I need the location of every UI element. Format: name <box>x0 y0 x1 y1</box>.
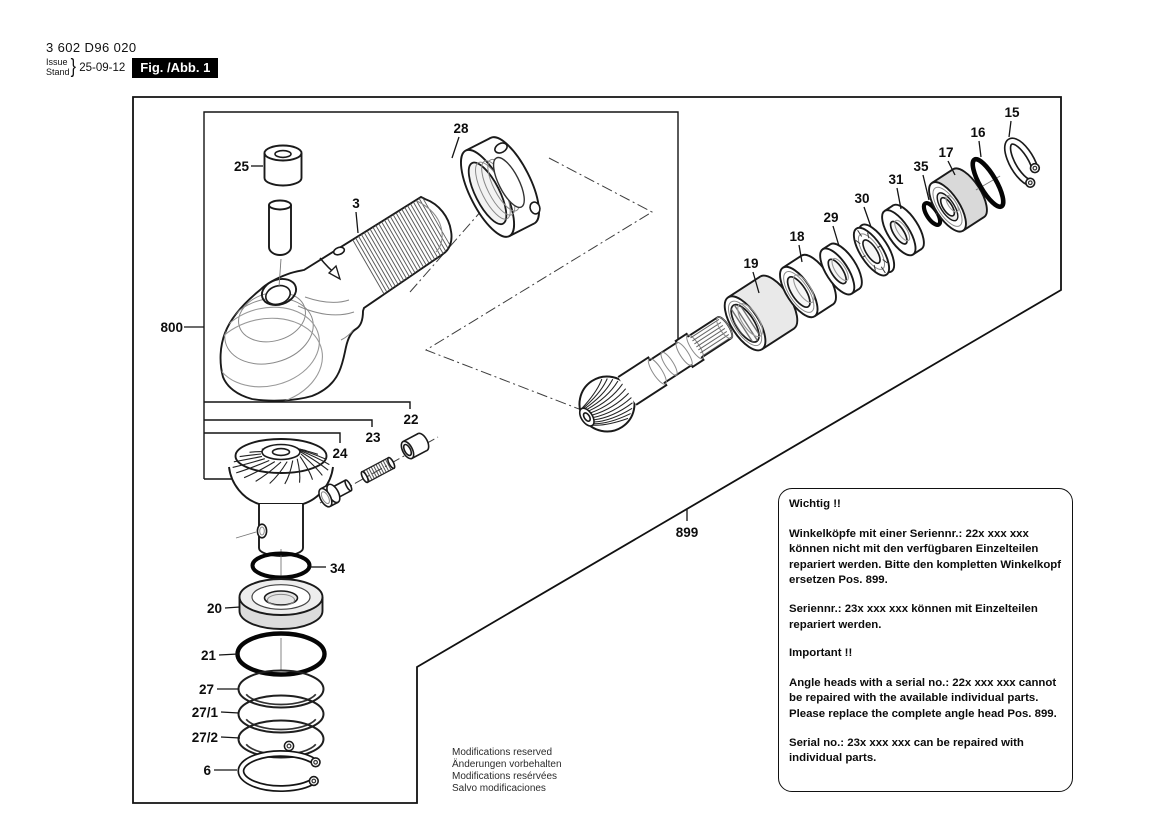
callout-25: 25 <box>233 159 249 174</box>
note-body-de-2: Seriennr.: 23x xxx xxx können mit Einzelteilen repariert werden. <box>789 602 1038 631</box>
modifications-line-en: Modifications reserved <box>452 747 553 758</box>
callout-6: 6 <box>203 763 211 778</box>
modifications-note <box>452 747 562 795</box>
callout-3: 3 <box>352 196 360 211</box>
callout-27-1: 27/1 <box>191 705 218 720</box>
issue-date: 25-09-12 <box>79 61 126 74</box>
callout-24: 24 <box>332 446 348 461</box>
title-block <box>46 40 218 79</box>
threaded-pin-23 <box>360 457 396 484</box>
callout-15: 15 <box>1004 105 1020 120</box>
clamping-nut-28 <box>451 130 550 244</box>
stand-label: Stand <box>46 66 70 77</box>
callout-23: 23 <box>365 430 381 445</box>
callout-30: 30 <box>854 191 870 206</box>
callout-35: 35 <box>913 159 929 174</box>
circlip-15 <box>1002 135 1046 189</box>
ball-bearing-17 <box>921 162 996 238</box>
note-heading-de: Wichtig !! <box>789 498 841 510</box>
callout-29: 29 <box>823 210 839 225</box>
modifications-line-de: Änderungen vorbehalten <box>452 759 562 770</box>
note-body-de-1: Winkelköpfe mit einer Seriennr.: 22x xxx xxx können nicht mit den verfügbaren Einzelteilen repariert werden. Bitte den kompletten Winkelkopf ersetzen Pos. 899. <box>789 527 1062 587</box>
modifications-line-fr: Modifications resérvées <box>452 771 558 782</box>
callout-16: 16 <box>970 125 986 140</box>
service-note-box <box>778 488 1073 792</box>
callout-20: 20 <box>206 601 222 616</box>
figure-label-box: Fig. /Abb. 1 <box>132 58 218 78</box>
part-number: 3 602 D96 020 <box>46 40 137 55</box>
callout-19: 19 <box>743 256 759 271</box>
callout-899: 899 <box>675 525 699 540</box>
spring-washer-27-1 <box>239 696 324 733</box>
callout-22: 22 <box>403 412 419 427</box>
retaining-ring-6 <box>241 754 320 789</box>
modifications-line-es: Salvo modificaciones <box>452 783 546 794</box>
callout-21: 21 <box>200 648 216 663</box>
brace-glyph: } <box>70 56 76 78</box>
note-heading-en: Important !! <box>789 647 853 660</box>
issue-stand-labels <box>46 58 70 77</box>
callout-31: 31 <box>888 172 904 187</box>
issue-label: Issue <box>46 57 68 67</box>
angle-head-housing <box>199 186 458 416</box>
callout-34: 34 <box>330 561 346 576</box>
gear-shaft-collar <box>236 504 303 556</box>
note-body-en-1: Angle heads with a serial no.: 22x xxx xxx cannot be repaired with the available individual parts. Please replace the complete angle head Pos. 899. <box>789 676 1057 720</box>
bevel-gear <box>229 439 333 504</box>
callout-800: 800 <box>160 320 183 335</box>
note-body-en-2: Serial no.: 23x xxx xxx can be repaired with individual parts. <box>789 736 1024 765</box>
rubber-sleeve-25 <box>265 146 302 186</box>
callout-27: 27 <box>198 682 214 697</box>
callout-18: 18 <box>789 229 805 244</box>
callout-27-2: 27/2 <box>191 730 218 745</box>
callout-17: 17 <box>938 145 954 160</box>
pinion-shaft <box>567 302 743 443</box>
ball-bearing-20 <box>240 579 323 629</box>
callout-28: 28 <box>453 121 469 136</box>
